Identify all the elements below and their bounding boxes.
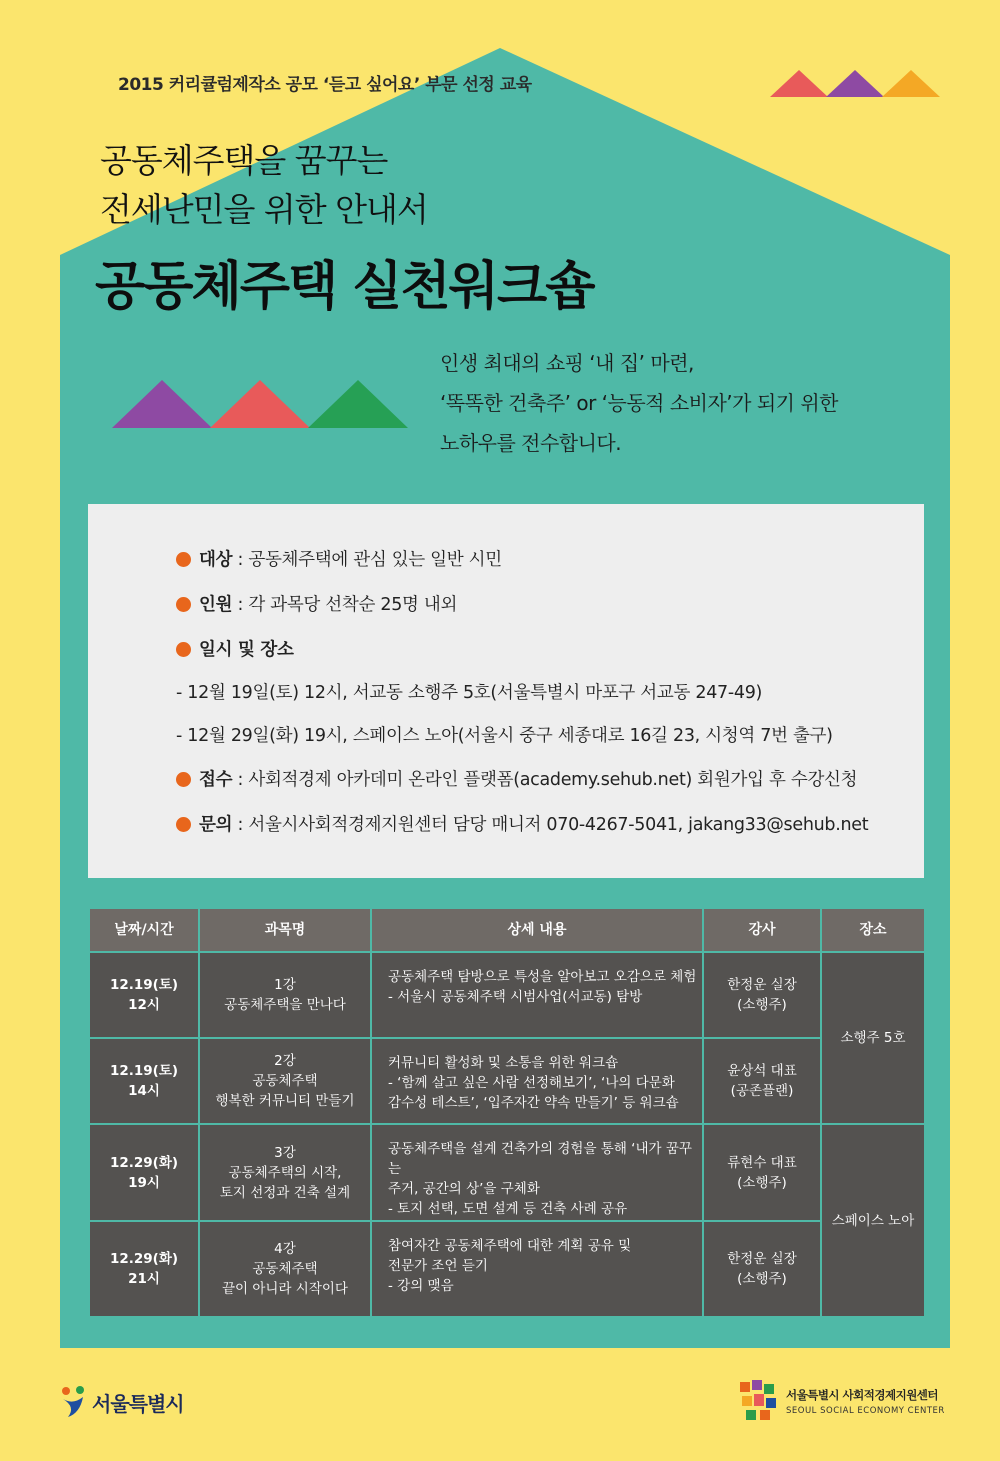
course-cell: 1강 공동체주택을 만나다 xyxy=(199,952,371,1038)
lecturer-cell: 윤상석 대표 (공존플랜) xyxy=(703,1038,821,1124)
column-header: 과목명 xyxy=(199,908,371,952)
intro-text xyxy=(440,343,838,463)
column-header: 장소 xyxy=(821,908,925,952)
place-cell: 스페이스 노아 xyxy=(821,1124,925,1317)
table-row xyxy=(89,952,925,1038)
intro-line: ‘똑똑한 건축주’ or ‘능동적 소비자’가 되기 위한 xyxy=(440,391,838,415)
column-header: 날짜/시간 xyxy=(89,908,199,952)
column-header: 상세 내용 xyxy=(371,908,703,952)
detail-cell: 참여자간 공동체주택에 대한 계획 공유 및 전문가 조언 듣기 - 강의 맺음 xyxy=(371,1221,703,1317)
detail-cell: 공동체주택을 설계 건축가의 경험을 통해 ‘내가 꿈꾸는 주거, 공간의 상’을 구체화 - 토지 선택, 도면 설계 등 건축 사례 공유 xyxy=(371,1124,703,1221)
triangle-red-icon xyxy=(770,70,828,97)
triangle-purple-icon xyxy=(826,70,884,97)
course-cell: 3강 공동체주택의 시작, 토지 선정과 건축 설계 xyxy=(199,1124,371,1221)
table-row xyxy=(89,1221,925,1317)
info-session-2: - 12월 29일(화) 19시, 스페이스 노아(서울시 중구 세종대로 16길 23, 시청역 7번 출구) xyxy=(176,726,833,746)
course-cell: 2강 공동체주택 행복한 커뮤니티 만들기 xyxy=(199,1038,371,1124)
detail-cell: 커뮤니티 활성화 및 소통을 위한 워크숍 - ‘함께 살고 싶은 사람 선정해보기’, ‘나의 다문화 감수성 테스트’, ‘입주자간 약속 만들기’ 등 워크숍 xyxy=(371,1038,703,1124)
info-label: 대상 xyxy=(199,550,233,570)
bullet-dot-icon xyxy=(176,817,191,832)
date-cell: 12.19(토) 12시 xyxy=(89,952,199,1038)
table-row xyxy=(89,1038,925,1124)
column-header: 강사 xyxy=(703,908,821,952)
info-label: 일시 및 장소 xyxy=(199,640,294,660)
heading-line-2: 전세난민을 위한 안내서 xyxy=(100,190,428,229)
date-cell: 12.19(토) 14시 xyxy=(89,1038,199,1124)
center-name-kr: 서울특별시 사회적경제지원센터 xyxy=(786,1387,939,1402)
lecturer-cell: 한정운 실장 (소행주) xyxy=(703,1221,821,1317)
intro-line: 인생 최대의 쇼핑 ‘내 집’ 마련, xyxy=(440,351,694,375)
info-label: 접수 xyxy=(199,770,233,790)
seoul-logo-icon xyxy=(60,1385,86,1419)
bullet-dot-icon xyxy=(176,597,191,612)
info-contact xyxy=(176,811,868,836)
seoul-logo-text: 서울특별시 xyxy=(92,1391,184,1416)
info-target xyxy=(176,546,502,571)
info-value: : 각 과목당 선착순 25명 내외 xyxy=(232,595,458,615)
info-capacity xyxy=(176,591,457,616)
info-value: : 사회적경제 아카데미 온라인 플랫폼(academy.sehub.net) 회원가입 후 수강신청 xyxy=(232,770,858,790)
triangle-orange-icon xyxy=(882,70,940,97)
header-subtitle: 2015 커리큘럼제작소 공모 ‘듣고 싶어요’ 부문 선정 교육 xyxy=(118,75,532,95)
intro-line: 노하우를 전수합니다. xyxy=(440,431,622,455)
schedule-table xyxy=(88,907,926,1318)
detail-cell: 공동체주택 탐방으로 특성을 알아보고 오감으로 체험 - 서울시 공동체주택 시범사업(서교동) 탐방 xyxy=(371,952,703,1038)
heading-line-1: 공동체주택을 꿈꾸는 xyxy=(100,141,388,180)
lecturer-cell: 한정운 실장 (소행주) xyxy=(703,952,821,1038)
bullet-dot-icon xyxy=(176,642,191,657)
lecturer-cell: 류현수 대표 (소행주) xyxy=(703,1124,821,1221)
info-box xyxy=(88,504,924,878)
seoul-logo xyxy=(60,1385,184,1419)
info-value: : 공동체주택에 관심 있는 일반 시민 xyxy=(232,550,502,570)
center-logo-icon xyxy=(738,1378,778,1424)
info-session-1: - 12월 19일(토) 12시, 서교동 소행주 5호(서울특별시 마포구 서교동 247-49) xyxy=(176,683,763,703)
info-value: : 서울시사회적경제지원센터 담당 매니저 070-4267-5041, jakang33@sehub.net xyxy=(232,815,869,835)
center-logo xyxy=(738,1378,945,1424)
table-header-row xyxy=(89,908,925,952)
course-cell: 4강 공동체주택 끝이 아니라 시작이다 xyxy=(199,1221,371,1317)
info-label: 인원 xyxy=(199,595,233,615)
info-datetime xyxy=(176,636,294,661)
place-cell: 소행주 5호 xyxy=(821,952,925,1124)
table-row xyxy=(89,1124,925,1221)
bullet-dot-icon xyxy=(176,772,191,787)
date-cell: 12.29(화) 21시 xyxy=(89,1221,199,1317)
info-label: 문의 xyxy=(199,815,233,835)
info-apply xyxy=(176,766,857,791)
page-title: 공동체주택 실천워크숍 xyxy=(95,257,594,317)
bullet-dot-icon xyxy=(176,552,191,567)
date-cell: 12.29(화) 19시 xyxy=(89,1124,199,1221)
center-name-en: SEOUL SOCIAL ECONOMY CENTER xyxy=(786,1405,945,1416)
